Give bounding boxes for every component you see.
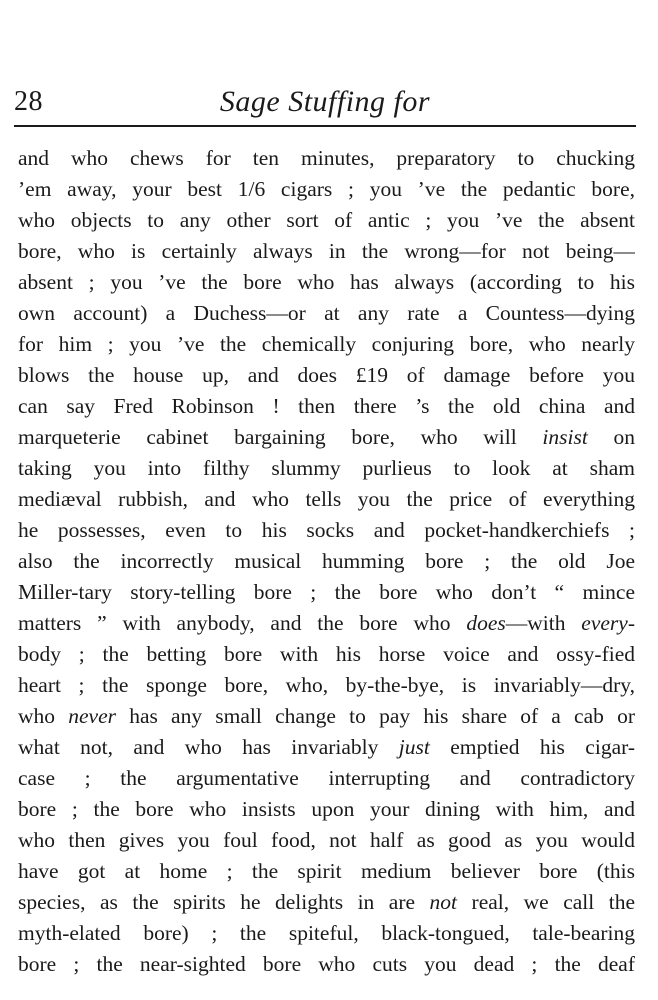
text-line: also the incorrectly musical humming bore ; the old Joe: [18, 549, 635, 573]
text-line: and who chews for ten minutes, preparatory to chucking: [18, 146, 635, 170]
page-header: [14, 84, 636, 124]
text-line: who objects to any other sort of antic ; you ’ve the absent: [18, 208, 635, 232]
text-line: taking you into filthy slummy purlieus to look at sham: [18, 456, 635, 480]
text-line: Miller-tary story-telling bore ; the bore who don’t “ mince: [18, 580, 635, 604]
text-line: he possesses, even to his socks and pocket-handkerchiefs ;: [18, 518, 635, 542]
text-line: heart ; the sponge bore, who, by-the-bye, is invariably—dry,: [18, 673, 635, 697]
text-line: bore ; the near-sighted bore who cuts you dead ; the deaf: [18, 952, 635, 976]
text-line: ’em away, your best 1/6 cigars ; you ’ve the pedantic bore,: [18, 177, 635, 201]
emphasis-text: every-: [581, 611, 635, 635]
text-line: absent ; you ’ve the bore who has always (according to his: [18, 270, 635, 294]
emphasis-text: does: [466, 611, 506, 635]
emphasis-text: never: [68, 704, 116, 728]
text-line: blows the house up, and does £19 of damage before you: [18, 363, 635, 387]
text-line: bore, who is certainly always in the wrong—for not being—: [18, 239, 635, 263]
emphasis-text: just: [398, 735, 430, 759]
text-line: case ; the argumentative interrupting and contradictory: [18, 766, 635, 790]
text-line: species, as the spirits he delights in are not real, we call the: [18, 890, 635, 914]
page-number: 28: [14, 86, 43, 117]
text-line: what not, and who has invariably just emptied his cigar-: [18, 735, 635, 759]
running-title: Sage Stuffing for: [219, 85, 431, 118]
text-line: bore ; the bore who insists upon your dining with him, and: [18, 797, 635, 821]
emphasis-text: insist: [542, 425, 588, 449]
emphasis-text: not: [429, 890, 458, 914]
text-line: who then gives you foul food, not half as good as you would: [18, 828, 635, 852]
text-line: mediæval rubbish, and who tells you the price of everything: [18, 487, 635, 511]
text-line: own account) a Duchess—or at any rate a Countess—dying: [18, 301, 635, 325]
text-line: matters ” with anybody, and the bore who does—with every-: [18, 611, 635, 635]
header-rule: [14, 125, 636, 127]
body-text: [18, 143, 635, 980]
text-line: body ; the betting bore with his horse voice and ossy-fied: [18, 642, 635, 666]
text-line: have got at home ; the spirit medium believer bore (this: [18, 859, 635, 883]
text-line: for him ; you ’ve the chemically conjuring bore, who nearly: [18, 332, 635, 356]
text-line: marqueterie cabinet bargaining bore, who will insist on: [18, 425, 635, 449]
text-line: myth-elated bore) ; the spiteful, black-tongued, tale-bearing: [18, 921, 635, 945]
text-line: can say Fred Robinson ! then there ’s the old china and: [18, 394, 635, 418]
text-line: who never has any small change to pay his share of a cab or: [18, 704, 635, 728]
